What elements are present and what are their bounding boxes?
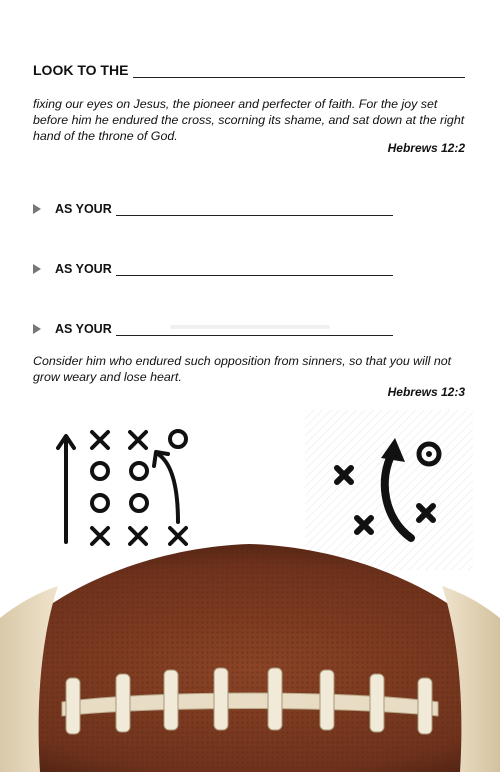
play-diagram-left-icon: [50, 422, 200, 552]
verse-reference-1: Hebrews 12:2: [387, 141, 465, 155]
bullet-triangle-icon: [33, 324, 41, 334]
verse-reference-2: Hebrews 12:3: [387, 385, 465, 399]
heading-blank: [133, 65, 465, 78]
heading-label: LOOK TO THE: [33, 62, 129, 78]
fill-in-heading: [33, 62, 465, 78]
point-3-label: AS YOUR: [55, 322, 112, 336]
bullet-triangle-icon: [33, 264, 41, 274]
football-image: [0, 540, 500, 772]
bullet-triangle-icon: [33, 204, 41, 214]
point-2-blank: [116, 265, 393, 276]
point-1-blank: [116, 205, 393, 216]
faint-divider: [170, 325, 330, 329]
point-1: [33, 202, 393, 216]
point-2-label: AS YOUR: [55, 262, 112, 276]
point-1-label: AS YOUR: [55, 202, 112, 216]
verse-hebrews-12-3: Consider him who endured such opposition from sinners, so that you will not grow weary and lose heart.: [33, 354, 452, 384]
verse-hebrews-12-2: fixing our eyes on Jesus, the pioneer and perfecter of faith. For the joy set before him he endured the cross, scorning its shame, and sat down at the right hand of the throne of God.: [33, 97, 465, 143]
point-2: [33, 262, 393, 276]
